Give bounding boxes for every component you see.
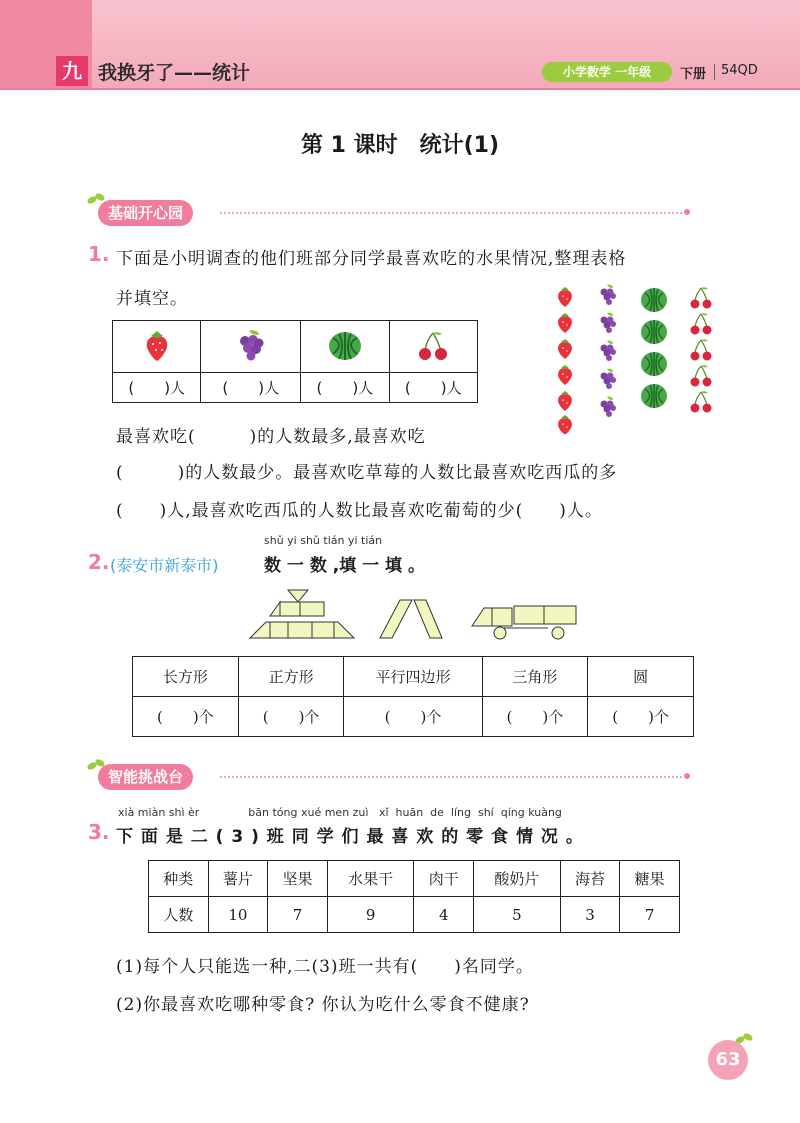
page-number: 63 bbox=[708, 1040, 748, 1080]
question-1-fill-2: ( )的人数最少。最喜欢吃草莓的人数比最喜欢吃西瓜的多 bbox=[116, 463, 618, 483]
section-dotted-line bbox=[220, 212, 682, 214]
question-2-pinyin: shǔ yi shǔ tián yi tián bbox=[264, 534, 383, 547]
edition-code: 54QD bbox=[721, 63, 758, 78]
snack-count-chips: 10 bbox=[208, 897, 268, 933]
term-label: 下册 bbox=[680, 67, 707, 82]
snack-count-yogurt-chips: 5 bbox=[474, 897, 561, 933]
question-3-pinyin: xià miàn shì èr bān tóng xué men zuì xǐ huān de líng shí qíng kuàng bbox=[118, 806, 562, 819]
question-2-title: 数 一 数 ,填 一 填 。 bbox=[264, 556, 425, 576]
header-rectangle: 长方形 bbox=[133, 657, 239, 697]
question-2-number: 2. bbox=[88, 550, 110, 574]
snack-header-seaweed: 海苔 bbox=[560, 861, 620, 897]
grape-cell bbox=[201, 321, 301, 373]
section-dotted-line bbox=[220, 776, 682, 778]
header-triangle: 三角形 bbox=[482, 657, 588, 697]
snack-count-candy: 7 bbox=[620, 897, 680, 933]
cherry-cell bbox=[389, 321, 477, 373]
pyramid-figure bbox=[250, 590, 354, 638]
question-1-fill-1: 最喜欢吃( )的人数最多,最喜欢吃 bbox=[116, 427, 426, 447]
question-1-number: 1. bbox=[88, 242, 110, 266]
grape-count-blank[interactable]: ( )人 bbox=[201, 373, 301, 403]
snack-count-dried-fruit: 9 bbox=[327, 897, 414, 933]
snack-header-chips: 薯片 bbox=[208, 861, 268, 897]
snack-count-nuts: 7 bbox=[268, 897, 328, 933]
car-figure bbox=[472, 606, 576, 639]
question-2-source: (泰安市新泰市) bbox=[110, 556, 219, 575]
fruit-table bbox=[112, 320, 478, 403]
snack-header-dried-fruit: 水果干 bbox=[327, 861, 414, 897]
rectangle-count-blank[interactable]: ( )个 bbox=[133, 697, 239, 737]
header-divider bbox=[0, 88, 800, 90]
snack-header-type: 种类 bbox=[149, 861, 209, 897]
strawberry-cell bbox=[113, 321, 201, 373]
watermelon-icon bbox=[327, 328, 363, 362]
fruit-pictograph bbox=[548, 282, 728, 434]
strawberry-column bbox=[558, 287, 572, 434]
watermelon-count-blank[interactable]: ( )人 bbox=[301, 373, 389, 403]
question-1-text: 下面是小明调查的他们班部分同学最喜欢吃的水果情况,整理表格 bbox=[116, 249, 627, 269]
question-3-text: 下 面 是 二 ( 3 ) 班 同 学 们 最 喜 欢 的 零 食 情 况 。 bbox=[116, 827, 584, 847]
triangle-count-blank[interactable]: ( )个 bbox=[482, 697, 588, 737]
cherry-count-blank[interactable]: ( )人 bbox=[389, 373, 477, 403]
section-challenge-banner: 智能挑战台 bbox=[98, 764, 193, 790]
grade-badge: 小学数学 一年级 bbox=[542, 62, 672, 82]
shapes-figure bbox=[246, 586, 586, 642]
section-line-end bbox=[684, 773, 690, 779]
watermelon-column bbox=[641, 288, 667, 408]
grape-icon bbox=[235, 327, 267, 363]
strawberry-count-blank[interactable]: ( )人 bbox=[113, 373, 201, 403]
bridge-figure bbox=[380, 600, 442, 638]
chapter-number: 九 bbox=[56, 56, 88, 86]
lesson-title: 第 1 课时 统计(1) bbox=[300, 133, 500, 158]
snack-table bbox=[148, 860, 680, 933]
circle-count-blank[interactable]: ( )个 bbox=[588, 697, 694, 737]
square-count-blank[interactable]: ( )个 bbox=[238, 697, 344, 737]
section-line-end bbox=[684, 209, 690, 215]
header-circle: 圆 bbox=[588, 657, 694, 697]
question-1-fill-3: ( )人,最喜欢吃西瓜的人数比最喜欢吃葡萄的少( )人。 bbox=[116, 501, 603, 521]
strawberry-icon bbox=[142, 328, 172, 362]
grape-column bbox=[601, 285, 617, 417]
question-3-sub-2: (2)你最喜欢吃哪种零食? 你认为吃什么零食不健康? bbox=[116, 995, 530, 1015]
question-1-text-cont: 并填空。 bbox=[116, 289, 188, 309]
watermelon-cell bbox=[301, 321, 389, 373]
snack-count-seaweed: 3 bbox=[560, 897, 620, 933]
header-parallelogram: 平行四边形 bbox=[344, 657, 482, 697]
header-separator bbox=[714, 64, 715, 80]
snack-header-yogurt-chips: 酸奶片 bbox=[474, 861, 561, 897]
snack-header-candy: 糖果 bbox=[620, 861, 680, 897]
snack-header-nuts: 坚果 bbox=[268, 861, 328, 897]
parallelogram-count-blank[interactable]: ( )个 bbox=[344, 697, 482, 737]
section-basic-banner: 基础开心园 bbox=[98, 200, 193, 226]
cherry-column bbox=[691, 287, 712, 412]
shape-count-table bbox=[132, 656, 694, 737]
snack-row-label: 人数 bbox=[149, 897, 209, 933]
snack-count-jerky: 4 bbox=[414, 897, 474, 933]
question-3-sub-1: (1)每个人只能选一种,二(3)班一共有( )名同学。 bbox=[116, 957, 534, 977]
chapter-title: 我换牙了——统计 bbox=[98, 62, 251, 84]
snack-header-jerky: 肉干 bbox=[414, 861, 474, 897]
header-square: 正方形 bbox=[238, 657, 344, 697]
question-3-number: 3. bbox=[88, 820, 110, 844]
cherry-icon bbox=[416, 329, 450, 361]
